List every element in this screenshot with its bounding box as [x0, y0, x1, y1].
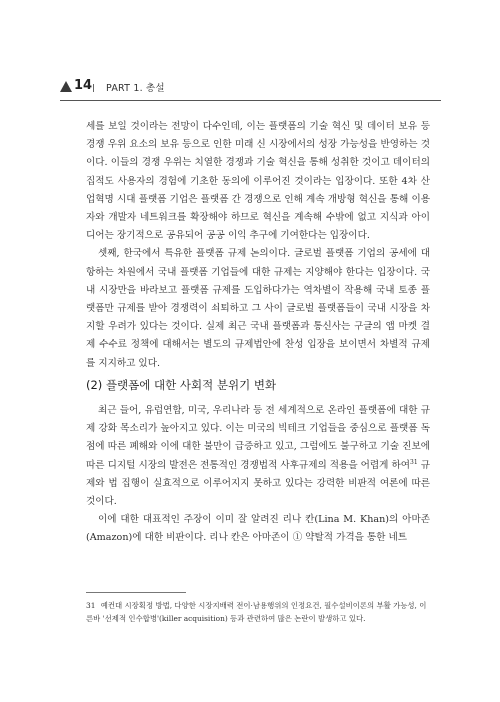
- footnote: [86, 599, 432, 625]
- footnote-text: 예컨대 시장획정 방법, 다양한 시장지배력 전이·남용행위의 인정요건, 필수설비이론의 부활 가능성, 이른바 '선제적 인수합병'(killer acquisition) 등과 관련하여 많은 논란이 발생하고 있다.: [86, 601, 427, 623]
- header-rule: [60, 100, 441, 101]
- paragraph: [86, 402, 430, 511]
- paragraph: 셋째, 한국에서 특유한 플랫폼 규제 논의이다. 글로벌 플랫폼 기업의 공세에 대항하는 차원에서 국내 플랫폼 기업들에 대한 규제는 지양해야 한다는 입장이다. 국내 시장만을 바라보고 플랫폼 규제를 도입하다가는 역차별이 작용해 국내 토종 플랫폼만 규제를 받아 경쟁력이 쇠퇴하고 그 사이 글로벌 플랫폼들이 국내 시장을 차지할 우려가 있다는 것이다. 실제 최근 국내 플랫폼과 통신사는 구글의 앱 마켓 결제 수수료 정책에 대해서는 별도의 규제법안에 찬성 입장을 보이면서 차별적 규제를 지지하고 있다.: [86, 248, 430, 369]
- page-corner-mark: [60, 81, 72, 92]
- part-title: PART 1. 총설: [106, 83, 165, 94]
- footnote-reference[interactable]: 31: [410, 458, 418, 466]
- header-separator: [93, 84, 94, 92]
- footnote-number: 31: [86, 601, 96, 610]
- footnote-rule: [86, 592, 186, 593]
- paragraph: 이에 대한 대표적인 주장이 이미 잘 알려진 리나 칸(Lina M. Khan)의 아마존(Amazon)에 대한 비판이다. 리나 칸은 아마존이 ① 약탈적 가격을 통한 네트: [86, 514, 430, 544]
- body-text-bottom: [86, 402, 430, 548]
- paragraph-text: 최근 들어, 유럽연합, 미국, 우리나라 등 전 세계적으로 온라인 플랫폼에 대한 규제 강화 목소리가 높아지고 있다. 이는 미국의 빅테크 기업들을 중심으로 플랫폼 독점에 따른 폐해와 이에 대한 불만이 급증하고 있고, 그럼에도 불구하고 기술 진보에 따른 디지털 시장의 발전은 전통적인 경쟁법적 사후규제의 적용을 어렵게 하여: [86, 405, 430, 471]
- running-header: [60, 78, 440, 100]
- section-heading: (2) 플랫폼에 대한 사회적 분위기 변화: [86, 378, 277, 392]
- paragraph: 세를 보일 것이라는 전망이 다수인데, 이는 플랫폼의 기술 혁신 및 데이터 보유 등 경쟁 우위 요소의 보유 등으로 인한 미래 신 시장에서의 성장 가능성을 반영하는 것이다. 이들의 경쟁 우위는 치열한 경쟁과 기술 혁신을 통해 성취한 것이고 데이터의 집적도 사용자의 경험에 기초한 동의에 이루어진 것이라는 입장이다. 또한 4차 산업혁명 시대 플랫폼 기업은 플랫폼 간 경쟁으로 인해 계속 개방형 혁신을 통해 이용자와 개발자 네트워크를 확장해야 하므로 혁신을 계속해 수밖에 없고 지식과 아이디어는 장기적으로 공유되어 공공 이익 추구에 기여한다는 입장이다.: [86, 121, 430, 242]
- paragraph-text: 규제와 법 집행이 실효적으로 이루어지지 못하고 있다는 강력한 비판적 여론에 따른 것이다.: [86, 459, 430, 508]
- body-text-top: [86, 118, 430, 373]
- page-number: 14: [74, 78, 93, 93]
